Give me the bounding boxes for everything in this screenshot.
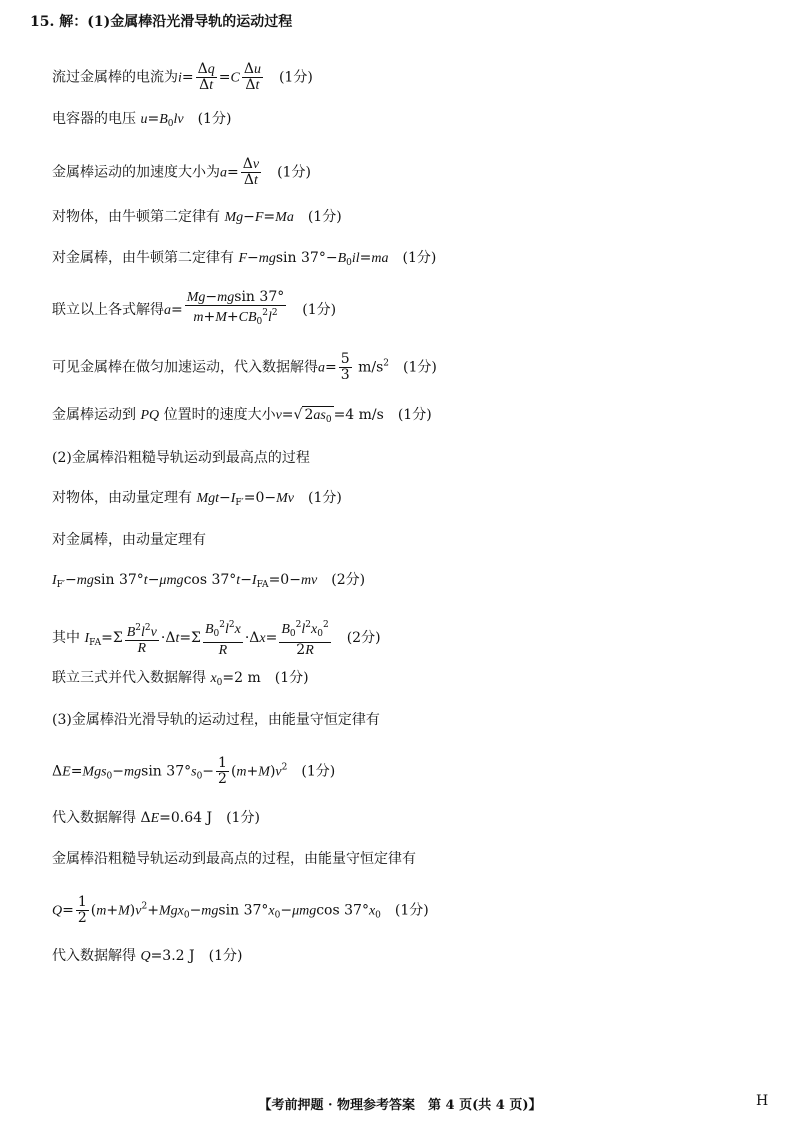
velocity-label-part2: 位置时的速度大小 xyxy=(163,407,276,423)
score-badge: (2分) xyxy=(331,572,366,588)
version-flag: H xyxy=(756,1093,769,1109)
rod-momentum-label: 对金属棒，由动量定理有 xyxy=(52,532,206,548)
acceleration-equation: 金属棒运动的加速度大小为a= $\frac{\Delta v}{\Delta t}$ (1分) xyxy=(52,156,311,188)
part2-header xyxy=(52,448,310,468)
score-badge: (1分) xyxy=(307,490,342,506)
question-header xyxy=(30,12,292,32)
voltage-label: 电容器的电压 xyxy=(52,111,136,127)
acceleration-label: 金属棒运动的加速度大小为 xyxy=(52,164,220,181)
score-badge: (1分) xyxy=(397,407,432,423)
score-badge: (1分) xyxy=(277,164,311,181)
angle-value: 37° xyxy=(243,902,269,919)
impulse-definition: 其中 $I_{FA}=\Sigma$ $\frac{B^2l^2v}{R}$ ·Δt=Σ $\frac{B_0^2l^2x}{R}$ ·Δx= $\frac{B_0^2l^2x_0^2}{2R}$ (2分) xyxy=(52,620,381,658)
score-badge: (1分) xyxy=(278,69,313,86)
heat-result: 代入数据解得 Q=3.2 J (1分) xyxy=(52,948,243,964)
heat-section-header xyxy=(52,849,416,869)
velocity-at-pq-result: 金属棒运动到 PQ 位置时的速度大小v=√ $2as_0 =4$ m/s (1分) xyxy=(52,407,432,425)
score-badge: (1分) xyxy=(226,810,260,826)
score-badge: (1分) xyxy=(403,359,437,376)
combined-label: 联立以上各式解得 xyxy=(52,302,164,318)
displacement-result: 联立三式并代入数据解得 $x_0=2$ m (1分) xyxy=(52,670,309,688)
object-newton-equation: 对物体，由牛顿第二定律有 Mg−F=Ma (1分) xyxy=(52,209,342,225)
score-badge: (1分) xyxy=(402,250,437,266)
score-badge: (1分) xyxy=(307,209,342,225)
displacement-value: =2 m xyxy=(222,670,261,686)
displacement-label: 联立三式并代入数据解得 xyxy=(52,670,206,686)
rod-newton-label: 对金属棒，由牛顿第二定律有 xyxy=(52,250,234,266)
energy-loss-result: 代入数据解得 ΔE=0.64 J (1分) xyxy=(52,810,260,826)
velocity-label-part1: 金属棒运动到 xyxy=(52,407,136,423)
score-badge: (2分) xyxy=(346,630,381,646)
rod-momentum-equation: $I_{F'}-mgsin$ 37°t−μmgcos $37^\circ t-I_{FA}=0-mv$ (2分) xyxy=(52,572,366,590)
angle-value: 37° xyxy=(259,289,285,305)
page-footer: 【考前押题 · 物理参考答案 第 4 页(共 4 页)】 xyxy=(258,1098,542,1113)
score-badge: (1分) xyxy=(274,670,309,686)
acceleration-denominator: 3 xyxy=(340,367,350,383)
angle-value: 37° xyxy=(301,250,326,266)
angle-value: 37° xyxy=(211,572,237,588)
object-newton-label: 对物体，由牛顿第二定律有 xyxy=(52,209,220,225)
part3-header-text: (3)金属棒沿光滑导轨的运动过程，由能量守恒定律有 xyxy=(52,712,380,728)
velocity-value: =4 m/s xyxy=(333,407,384,423)
combined-acceleration-equation: 联立以上各式解得a= $\frac{Mg-mgsin 37^\circ}{m+M+CB_0^2l^2}$ (1分) xyxy=(52,289,337,327)
part3-header xyxy=(52,710,380,730)
current-equation: 流过金属棒的电流为i= $\frac{\Delta q}{\Delta t}$ =C $\frac{\Delta u}{\Delta t}$ (1分) xyxy=(52,61,313,93)
score-badge: (1分) xyxy=(302,302,337,318)
voltage-equation: 电容器的电压 $u=B_0lv$ (1分) xyxy=(52,111,232,129)
angle-value: 37° xyxy=(166,763,192,780)
acceleration-unit: m/s xyxy=(358,359,384,376)
acceleration-numerator: 5 xyxy=(340,351,350,367)
energy-loss-equation: ΔE=Mgs$_0$−mgsin $37^\circ s_0-$ $\frac{1}{2}$ $(m+M)v^2$ (1分) xyxy=(52,755,336,787)
energy-loss-label: 代入数据解得 xyxy=(52,810,136,826)
rod-momentum-label-row xyxy=(52,530,206,550)
question-header-text: 15. 解：(1)金属棒沿光滑导轨的运动过程 xyxy=(30,14,293,30)
angle-value: 37° xyxy=(344,902,369,919)
heat-section-text: 金属棒沿粗糙导轨运动到最高点的过程，由能量守恒定律有 xyxy=(52,851,416,867)
score-badge: (1分) xyxy=(394,902,429,919)
uniform-acceleration-label: 可见金属棒在做匀加速运动，代入数据解得 xyxy=(52,359,318,376)
part2-header-text: (2)金属棒沿粗糙导轨运动到最高点的过程 xyxy=(52,450,310,466)
object-momentum-equation: 对物体，由动量定理有 $Mgt-I_{F'}=0-Mv$ (1分) xyxy=(52,490,342,508)
object-momentum-label: 对物体，由动量定理有 xyxy=(52,490,192,506)
score-badge: (1分) xyxy=(197,111,232,127)
uniform-acceleration-result: 可见金属棒在做匀加速运动，代入数据解得a= $\frac{5}{3}$ $m/s^2$ (1分) xyxy=(52,351,437,383)
heat-label: 代入数据解得 xyxy=(52,948,136,964)
impulse-label: 其中 xyxy=(52,630,80,646)
rod-newton-equation: 对金属棒，由牛顿第二定律有 F−mgsin $37^\circ-B_0il=ma$ (1分) xyxy=(52,250,437,268)
energy-loss-value: =0.64 J xyxy=(159,810,213,826)
heat-equation: Q= $\frac{1}{2}$ $(m+M)v^2+Mgx_0-mgsin$ $37^\circ x_0-\mu mgcos$ $37^\circ x_0$ (1分) xyxy=(52,894,429,926)
current-label: 流过金属棒的电流为 xyxy=(52,69,178,86)
heat-value: =3.2 J xyxy=(150,948,195,964)
score-badge: (1分) xyxy=(301,763,336,780)
score-badge: (1分) xyxy=(208,948,243,964)
angle-value: 37° xyxy=(118,572,144,588)
